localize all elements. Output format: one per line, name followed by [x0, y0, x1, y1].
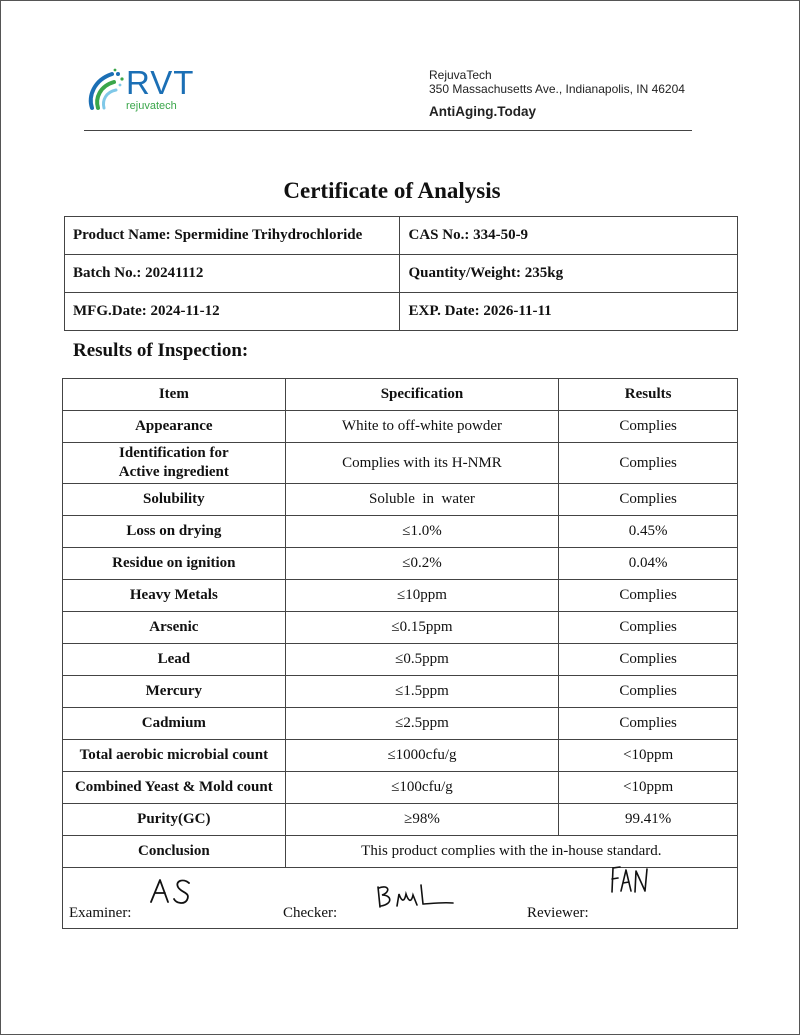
- exp-date: EXP. Date: 2026-11-11: [400, 293, 738, 331]
- row-spec: ≤2.5ppm: [285, 708, 559, 740]
- logo-swirl-icon: [86, 68, 126, 114]
- company-website: AntiAging.Today: [429, 104, 536, 119]
- row-item: Residue on ignition: [63, 548, 286, 580]
- row-result: Complies: [559, 484, 738, 516]
- row-item: Combined Yeast & Mold count: [63, 772, 286, 804]
- header-results: Results: [559, 379, 738, 411]
- row-spec: ≤10ppm: [285, 580, 559, 612]
- row-result: Complies: [559, 612, 738, 644]
- table-row: [63, 772, 738, 804]
- row-spec: ≥98%: [285, 804, 559, 836]
- conclusion-row: [63, 836, 738, 868]
- signature-row: [63, 868, 738, 929]
- table-row: [63, 740, 738, 772]
- document-title: Certificate of Analysis: [283, 178, 501, 203]
- product-info-table: [64, 216, 738, 331]
- table-row: [63, 548, 738, 580]
- row-spec: Complies with its H-NMR: [285, 443, 559, 484]
- row-item: Identification for Active ingredient: [63, 443, 286, 484]
- row-result: 0.04%: [559, 548, 738, 580]
- row-item: Loss on drying: [63, 516, 286, 548]
- row-result: <10ppm: [559, 772, 738, 804]
- table-row: [63, 484, 738, 516]
- row-spec: ≤0.2%: [285, 548, 559, 580]
- reviewer-signature: [610, 864, 650, 894]
- table-row: [63, 411, 738, 443]
- batch-number: Batch No.: 20241112: [65, 255, 400, 293]
- row-spec: ≤1.0%: [285, 516, 559, 548]
- row-spec: White to off-white powder: [285, 411, 559, 443]
- company-logo: [86, 64, 206, 114]
- conclusion-text: This product complies with the in-house standard.: [285, 836, 737, 868]
- row-spec: ≤100cfu/g: [285, 772, 559, 804]
- row-result: Complies: [559, 676, 738, 708]
- row-item: Appearance: [63, 411, 286, 443]
- row-item: Total aerobic microbial count: [63, 740, 286, 772]
- table-row: [63, 580, 738, 612]
- table-row: [63, 676, 738, 708]
- examiner-signature: [149, 876, 195, 906]
- row-item: Solubility: [63, 484, 286, 516]
- signature-cell: [63, 868, 738, 929]
- row-item: Mercury: [63, 676, 286, 708]
- row-item: Cadmium: [63, 708, 286, 740]
- header-divider: [84, 130, 692, 131]
- conclusion-label: Conclusion: [63, 836, 286, 868]
- row-spec: ≤1.5ppm: [285, 676, 559, 708]
- checker-label: Checker:: [283, 905, 338, 921]
- row-result: 99.41%: [559, 804, 738, 836]
- quantity-weight: Quantity/Weight: 235kg: [400, 255, 738, 293]
- table-row: [63, 708, 738, 740]
- row-spec: Soluble in water: [285, 484, 559, 516]
- reviewer-label: Reviewer:: [527, 905, 589, 921]
- cas-number: CAS No.: 334-50-9: [400, 217, 738, 255]
- row-spec: ≤0.5ppm: [285, 644, 559, 676]
- company-name: RejuvaTech: [429, 68, 492, 82]
- results-heading: Results of Inspection:: [73, 340, 249, 361]
- row-result: Complies: [559, 443, 738, 484]
- table-row: [63, 612, 738, 644]
- row-result: Complies: [559, 644, 738, 676]
- header-specification: Specification: [285, 379, 559, 411]
- row-spec: ≤0.15ppm: [285, 612, 559, 644]
- table-row: [63, 644, 738, 676]
- table-header-row: [63, 379, 738, 411]
- logo-text: RVT: [126, 64, 195, 101]
- header-item: Item: [63, 379, 286, 411]
- results-table: [62, 378, 738, 929]
- row-result: Complies: [559, 708, 738, 740]
- row-result: Complies: [559, 411, 738, 443]
- mfg-date: MFG.Date: 2024-11-12: [65, 293, 400, 331]
- company-address: 350 Massachusetts Ave., Indianapolis, IN 46204: [429, 82, 685, 96]
- product-name: Product Name: Spermidine Trihydrochloride: [65, 217, 400, 255]
- row-item: Lead: [63, 644, 286, 676]
- checker-signature: [375, 882, 455, 910]
- company-info: [429, 68, 685, 96]
- row-item: Arsenic: [63, 612, 286, 644]
- row-item: Purity(GC): [63, 804, 286, 836]
- row-spec: ≤1000cfu/g: [285, 740, 559, 772]
- table-row: [63, 516, 738, 548]
- row-result: <10ppm: [559, 740, 738, 772]
- row-result: 0.45%: [559, 516, 738, 548]
- logo-subtext: rejuvatech: [126, 100, 177, 112]
- table-row: [63, 443, 738, 484]
- table-row: [63, 804, 738, 836]
- row-result: Complies: [559, 580, 738, 612]
- row-item: Heavy Metals: [63, 580, 286, 612]
- examiner-label: Examiner:: [69, 905, 132, 921]
